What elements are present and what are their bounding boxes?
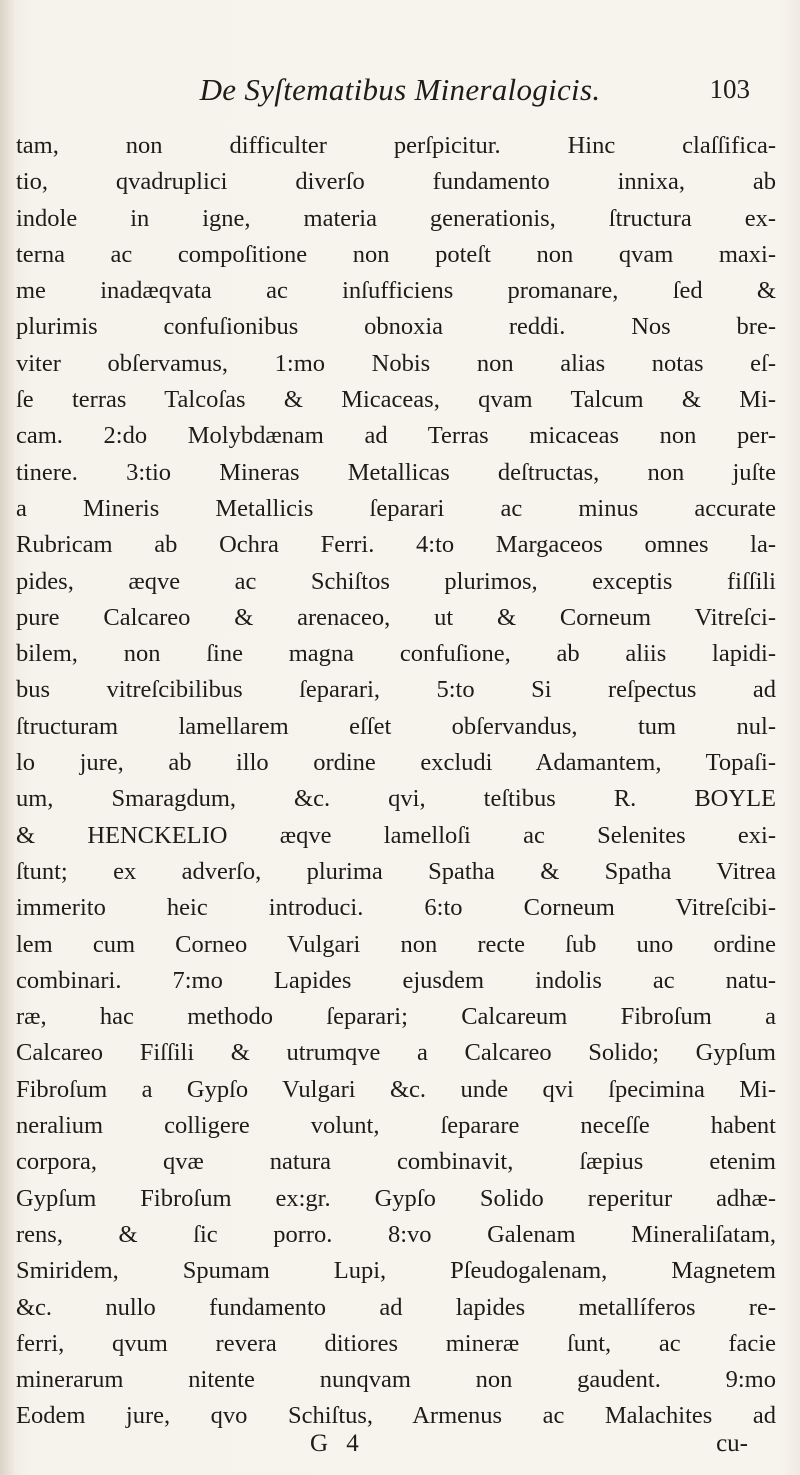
running-title: De Syſtematibus Mineralogicis. — [199, 72, 601, 107]
text-line: corpora, qvæ natura combinavit, ſæpius etenim — [16, 1148, 776, 1176]
catchword: cu- — [716, 1430, 748, 1457]
text-line: terna ac compoſitione non poteſt non qvam maxi- — [16, 240, 776, 268]
text-line: ſe terras Talcoſas & Micaceas, qvam Talcum & Mi- — [16, 386, 776, 414]
text-line: ſtunt; ex adverſo, plurima Spatha & Spatha Vitrea — [16, 857, 776, 885]
text-line: &c. nullo fundamento ad lapides metallíferos re- — [16, 1293, 776, 1321]
signature-mark: G 4 — [310, 1430, 365, 1457]
text-line: rens, & ſic porro. 8:vo Galenam Mineraliſatam, — [16, 1220, 776, 1248]
text-line: tam, non difficulter perſpicitur. Hinc claſſifica- — [16, 132, 776, 159]
text-line: um, Smaragdum, &c. qvi, teſtibus R. BOYLE — [16, 785, 776, 813]
page-header — [0, 68, 800, 108]
text-line: Gypſum Fibroſum ex:gr. Gypſo Solido reperitur adhæ- — [16, 1184, 776, 1212]
text-line: & HENCKELIO æqve lamelloſi ac Selenites exi- — [16, 821, 776, 849]
text-line: immerito heic introduci. 6:to Corneum Vitreſcibi- — [16, 894, 776, 922]
text-line: bilem, non ſine magna confuſione, ab aliis lapidi- — [16, 640, 776, 668]
page-footer — [0, 1430, 800, 1466]
text-line: tinere. 3:tio Mineras Metallicas deſtructas, non juſte — [16, 458, 776, 486]
text-line: Calcareo Fiſſili & utrumqve a Calcareo Solido; Gypſum — [16, 1039, 776, 1067]
text-line: me inadæqvata ac inſufficiens promanare, ſed & — [16, 277, 776, 305]
text-line: pure Calcareo & arenaceo, ut & Corneum Vitreſci- — [16, 603, 776, 631]
text-line: indole in igne, materia generationis, ſtructura ex- — [16, 204, 776, 232]
text-line: ræ, hac methodo ſeparari; Calcareum Fibroſum a — [16, 1003, 776, 1031]
text-line: combinari. 7:mo Lapides ejusdem indolis ac natu- — [16, 966, 776, 994]
text-line: Smiridem, Spumam Lupi, Pſeudogalenam, Magnetem — [16, 1257, 776, 1285]
text-line: plurimis confuſionibus obnoxia reddi. Nos bre- — [16, 313, 776, 341]
text-line: cam. 2:do Molybdænam ad Terras micaceas non per- — [16, 422, 776, 450]
text-line: lo jure, ab illo ordine excludi Adamantem, Topaſi- — [16, 749, 776, 777]
text-line: viter obſervamus, 1:mo Nobis non alias notas eſ- — [16, 349, 776, 377]
text-line: minerarum nitente nunqvam non gaudent. 9:mo — [16, 1366, 776, 1394]
text-line: lem cum Corneo Vulgari non recte ſub uno ordine — [16, 930, 776, 958]
body-text — [16, 128, 776, 1435]
text-line: bus vitreſcibilibus ſeparari, 5:to Si reſpectus ad — [16, 676, 776, 704]
text-line: ferri, qvum revera ditiores mineræ ſunt, ac facie — [16, 1329, 776, 1357]
text-line: neralium colligere volunt, ſeparare neceſſe habent — [16, 1112, 776, 1140]
text-line: Eodem jure, qvo Schiſtus, Armenus ac Malachites ad — [16, 1402, 776, 1430]
text-line: Rubricam ab Ochra Ferri. 4:to Margaceos omnes la- — [16, 531, 776, 559]
page-number: 103 — [709, 74, 750, 104]
text-line: ſtructuram lamellarem eſſet obſervandus, tum nul- — [16, 712, 776, 740]
text-line: tio, qvadruplici diverſo fundamento innixa, ab — [16, 168, 776, 196]
page-gutter — [0, 0, 14, 1475]
text-line: Fibroſum a Gypſo Vulgari &c. unde qvi ſpecimina Mi- — [16, 1075, 776, 1103]
text-line: pides, æqve ac Schiſtos plurimos, exceptis fiſſili — [16, 567, 776, 595]
text-line: a Mineris Metallicis ſeparari ac minus accurate — [16, 494, 776, 522]
